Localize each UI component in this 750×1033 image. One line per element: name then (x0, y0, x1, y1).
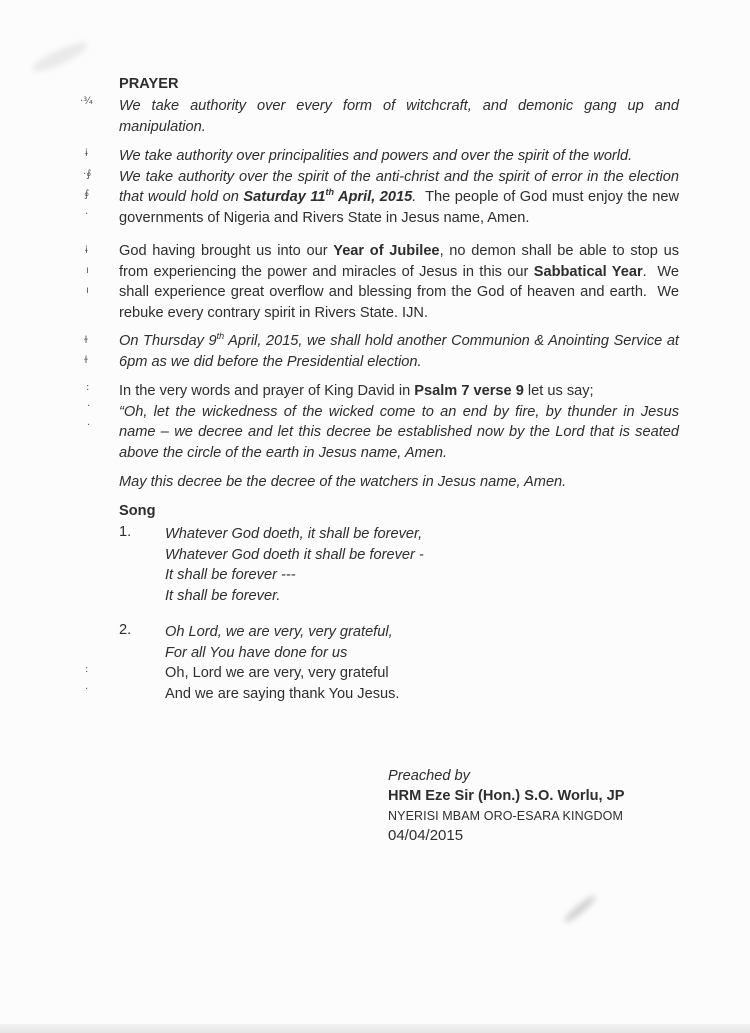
margin-mark: ∮ (84, 189, 90, 200)
verse-line: Whatever God doeth, it shall be forever, (165, 526, 423, 542)
margin-mark: ı (86, 285, 89, 296)
prayer-paragraph-1 (119, 96, 679, 137)
verse-line: It shall be forever --- (165, 567, 296, 583)
paragraph-text: On Thursday 9 (119, 333, 217, 349)
paragraph-text: May this decree be the decree of the watchers in Jesus name, Amen. (119, 474, 567, 490)
ordinal-suffix: th (216, 331, 225, 342)
preached-by-label: Preached by (388, 768, 470, 784)
kingdom-name: NYERISI MBAM ORO-ESARA KINGDOM (388, 809, 623, 823)
ordinal-suffix: th (325, 187, 334, 198)
margin-mark: ·∮ (83, 169, 92, 180)
paragraph-text: April, 2015, we shall hold another Communion & Anointing Service at 6pm as we did before the Presidential election. (119, 333, 679, 370)
margin-mark: ɫ (84, 335, 88, 346)
page-bottom-edge (0, 1024, 750, 1033)
verse-number: 2. (119, 622, 132, 638)
song-heading: Song (119, 503, 156, 519)
paragraph-text: We take authority over principalities and powers and over the spirit of the world. (119, 148, 633, 164)
margin-mark: · (85, 209, 89, 220)
verse-line: And we are saying thank You Jesus. (165, 685, 400, 702)
sabbatical-year: Sabbatical Year (533, 263, 643, 280)
election-date-day: Saturday 11 (243, 189, 326, 205)
margin-mark: ı (86, 265, 89, 276)
paragraph-text: God having brought us into our (119, 243, 334, 259)
margin-mark: ·¾ (80, 96, 93, 107)
verse-line: It shall be forever. (165, 587, 281, 604)
paragraph-text: let us say; (523, 383, 594, 399)
prayer-paragraph-4 (119, 331, 679, 372)
year-of-jubilee: Year of Jubilee (333, 243, 440, 259)
margin-mark: ɨ (85, 148, 88, 159)
verse-line: Oh Lord, we are very, very grateful, (165, 624, 393, 640)
prayer-paragraph-2 (119, 146, 684, 228)
signature-block (388, 766, 625, 846)
margin-mark: : (85, 664, 89, 675)
paragraph-text: We take authority over the spirit of the anti-christ and the spirit of error in the election that would hold on (119, 168, 679, 205)
margin-mark: ɫ (84, 355, 88, 366)
election-date-month-year: April, 2015 (334, 189, 413, 205)
margin-mark: : (86, 382, 90, 393)
song-verse-2 (165, 622, 399, 704)
margin-mark: · (87, 420, 91, 431)
psalm-quote: “Oh, let the wickedness of the wicked come to an end by fire, by thunder in Jesus name – we decree and let this decree be established now by the Lord that is seated above the circle of the earth in Jesus name, Amen. (119, 403, 679, 461)
verse-number: 1. (119, 524, 132, 540)
paragraph-text: . (412, 189, 417, 205)
psalm-intro (119, 381, 679, 402)
scan-smudge (562, 893, 598, 925)
prayer-paragraph-5 (119, 381, 679, 463)
scan-smudge (30, 38, 90, 76)
psalm-reference: Psalm 7 verse 9 (414, 383, 524, 399)
paragraph-text: , no demon shall be able to stop us from experiencing the power and miracles of Jesus in this our (119, 243, 680, 280)
prayer-paragraph-6 (119, 472, 679, 493)
sermon-date: 04/04/2015 (388, 827, 464, 844)
margin-mark: ɨ (85, 245, 88, 256)
paragraph-text: . We shall experience great overflow and blessing from the God of heaven and earth. We rebuke every contrary spirit in Rivers State. IJN. (119, 263, 684, 321)
verse-line: Oh, Lord we are very, very grateful (165, 665, 389, 681)
margin-mark: · (85, 684, 89, 695)
verse-line: Whatever God doeth it shall be forever - (165, 546, 424, 563)
paragraph-text: We take authority over every form of witchcraft, and demonic gang up and manipulation. (119, 98, 679, 135)
song-verse-1 (165, 524, 424, 606)
prayer-paragraph-3 (119, 241, 684, 323)
paragraph-text: The people of God must enjoy the new governments of Nigeria and Rivers State in Jesus name, Amen. (119, 189, 684, 226)
prayer-heading: PRAYER (119, 76, 179, 92)
paragraph-text: In the very words and prayer of King David in (119, 383, 415, 399)
preacher-name: HRM Eze Sir (Hon.) S.O. Worlu, JP (388, 788, 625, 804)
margin-mark: · (87, 401, 91, 412)
verse-line: For all You have done for us (165, 644, 348, 661)
election-date (243, 189, 412, 205)
